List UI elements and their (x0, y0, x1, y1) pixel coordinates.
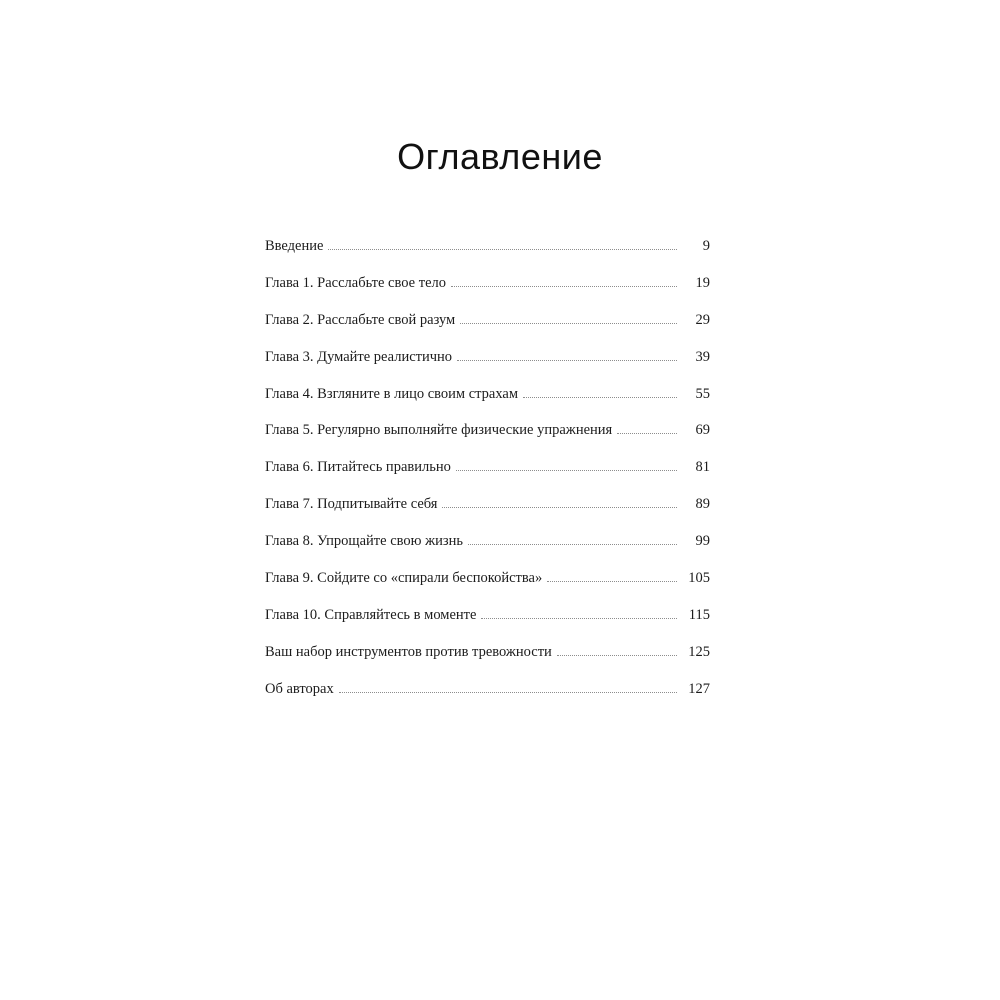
toc-entry[interactable] (265, 238, 710, 255)
toc-entry-page: 55 (695, 385, 710, 402)
toc-entry-page: 19 (695, 274, 710, 291)
toc-entry[interactable] (265, 312, 710, 329)
toc-entry[interactable] (265, 681, 710, 698)
toc-entry-label: Глава 2. Расслабьте свой разум (265, 311, 456, 328)
toc-entry[interactable] (265, 496, 710, 513)
toc-entry-label: Об авторах (265, 680, 334, 697)
toc-entry-page: 81 (695, 459, 710, 476)
toc-entry-page: 127 (688, 680, 710, 697)
toc-entry-page: 125 (688, 643, 710, 660)
toc-leader-dots (339, 691, 677, 693)
toc-entry-page: 69 (695, 422, 710, 439)
toc-entry-label: Глава 3. Думайте реалистично (265, 348, 453, 365)
page-title: Оглавление (397, 136, 603, 178)
toc-entry-label: Глава 1. Расслабьте свое тело (265, 274, 446, 291)
toc-entry-label: Глава 8. Упрощайте свою жизнь (265, 533, 463, 550)
toc-entry[interactable] (265, 533, 710, 550)
table-of-contents (265, 238, 710, 718)
toc-leader-dots (456, 469, 677, 471)
toc-leader-dots (328, 248, 677, 250)
toc-leader-dots (451, 285, 677, 287)
toc-entry[interactable] (265, 459, 710, 476)
toc-entry-label: Глава 5. Регулярно выполняйте физические упражнения (265, 422, 613, 439)
toc-entry-label: Глава 7. Подпитывайте себя (265, 496, 438, 513)
toc-entry-label: Введение (265, 238, 324, 254)
toc-entry[interactable] (265, 275, 710, 292)
toc-entry[interactable] (265, 422, 710, 439)
toc-entry-label: Ваш набор инструментов против тревожности (265, 643, 552, 660)
toc-entry[interactable] (265, 607, 710, 624)
toc-leader-dots (481, 617, 677, 619)
toc-entry[interactable] (265, 349, 710, 366)
toc-leader-dots (457, 359, 677, 361)
toc-leader-dots (468, 543, 677, 545)
toc-entry[interactable] (265, 644, 710, 661)
toc-entry-page: 29 (695, 311, 710, 328)
toc-leader-dots (547, 580, 677, 582)
toc-entry-label: Глава 9. Сойдите со «спирали беспокойства» (265, 570, 543, 587)
toc-leader-dots (617, 432, 677, 434)
toc-entry[interactable] (265, 386, 710, 403)
toc-entry-page: 105 (688, 570, 710, 587)
toc-leader-dots (557, 654, 677, 656)
toc-entry[interactable] (265, 570, 710, 587)
toc-entry-page: 39 (695, 348, 710, 365)
toc-leader-dots (442, 506, 677, 508)
toc-leader-dots (460, 322, 677, 324)
toc-leader-dots (523, 396, 677, 398)
toc-entry-page: 89 (695, 496, 710, 513)
toc-entry-page: 115 (688, 606, 710, 623)
toc-entry-page: 9 (702, 238, 710, 254)
toc-entry-label: Глава 4. Взгляните в лицо своим страхам (265, 385, 519, 402)
toc-entry-label: Глава 6. Питайтесь правильно (265, 459, 451, 476)
toc-entry-page: 99 (695, 533, 710, 550)
toc-entry-label: Глава 10. Справляйтесь в моменте (265, 606, 477, 623)
